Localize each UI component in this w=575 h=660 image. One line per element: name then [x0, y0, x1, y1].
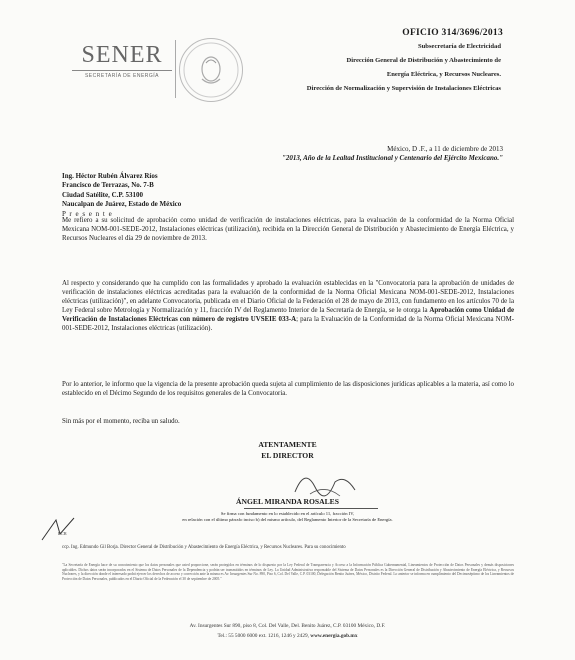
- initials-text: ECR: [58, 531, 67, 536]
- logo-divider: [72, 70, 172, 71]
- paragraph-3: Por lo anterior, le informo que la vigencia de la presente aprobación queda sujeta al cumplimiento de las disposiciones jurídicas aplicables a la materia, así como lo establecido en el Décimo Segundo de los requisitos generales de la Convocatoria.: [62, 381, 514, 398]
- header-line-3: Energía Eléctrica, y Recursos Nucleares.: [386, 71, 501, 78]
- header-line-1: Subsecretaría de Electricidad: [417, 43, 501, 50]
- oficio-number: OFICIO 314/3696/2013: [402, 28, 503, 38]
- recipient-street: Francisco de Terrazas, No. 7-B: [62, 181, 154, 190]
- privacy-footnote: "La Secretaría de Energía hace de su conocimiento que los datos personales que usted proporcione, serán protegidos en términos de lo dispuesto por la Ley Federal de Transparencia y Acceso a la Información Pública Gubernamental, Lineamientos de Protección de Datos Personales y demás disposiciones aplicables. Dichos datos serán incorporados en el Sistema de Datos Personales de la Dependencia y podrán ser transmitidos en términos de Ley. La Unidad Administrativa responsable del Sistema de Datos Personales es la Dirección General de Distribución y Abastecimiento de Energía Eléctrica, y Recursos Nucleares, y la dirección donde el interesado podrá ejercer los derechos de acceso y corrección ante la misma es Av. Insurgentes Sur No. 890, Piso 6, Col. Del Valle, C.P. 03100, Delegación Benito Juárez, México, Distrito Federal. Lo anterior se informa en cumplimiento del Decimoséptimo de los Lineamientos de Protección de Datos Personales, publicados en el Diario Oficial de la Federación el 30 de septiembre de 2005.": [62, 563, 514, 581]
- footer-address: Av. Insurgentes Sur 890, piso 8, Col. Del Valle, Del. Benito Juárez, C.P. 03100 México, D.F.: [189, 623, 386, 629]
- logo-name: SENER: [81, 42, 163, 68]
- presente: P r e s e n t e: [62, 209, 113, 218]
- ccp-line: ccp. Ing. Edmundo Gil Borja. Director General de Distribución y Abastecimiento de Energía Eléctrica, y Recursos Nucleares. Para su conocimiento: [62, 545, 346, 550]
- year-motto: "2013, Año de la Lealtad Institucional y Centenario del Ejército Mexicano.": [281, 154, 503, 162]
- closing-atentamente: ATENTAMENTE: [258, 440, 317, 449]
- signature-scribble-icon: [290, 462, 360, 502]
- logo-subtitle: SECRETARÍA DE ENERGÍA: [84, 73, 160, 79]
- national-seal-icon: [179, 38, 243, 102]
- footer-website[interactable]: www.energia.gob.mx: [310, 633, 358, 639]
- paragraph-1: Me refiero a su solicitud de aprobación como unidad de verificación de instalaciones eléctricas, para la evaluación de la conformidad de la Norma Oficial Mexicana NOM-001-SEDE-2012, Instalaciones eléctricas (utilización), recibida en la Dirección General de Distribución y Abastecimiento de Energía Eléctrica, y Recursos Nucleares el día 29 de noviembre de 2013.: [62, 217, 514, 243]
- signature-note-1: Se firma con fundamento en lo establecido en el artículo 11, fracción IV,: [220, 511, 355, 516]
- initials-mark-icon: [38, 514, 78, 544]
- date-block: [282, 145, 503, 163]
- signer-title: EL DIRECTOR: [261, 451, 314, 460]
- sener-logo: [66, 42, 178, 79]
- recipient-block: [62, 172, 181, 219]
- paragraph-2-start: Al respecto y considerando que ha cumplido con las formalidades y aprobado la evaluación establecidas en la "Convocatoria para la aprobación de unidades de verificación de instalaciones eléctricas acreditadas para la evaluación de la conformidad de la Norma Oficial Mexicana NOM-001-SEDE-2012, Instalaciones eléctricas (utilización)", en adelante Convocatoria, publicada en el Diario Oficial de la Federación el 28 de mayo de 2013, con fundamento en los artículos 70 de la Ley Federal sobre Metrología y Normalización y 11, fracción IV del Reglamento Interior de la Secretaría de Energía, se le otorga la: [62, 280, 514, 315]
- registration-highlight: Aprobación como Unidad de Verificación de Instalaciones Eléctricas con número de registro UVSEIE 033-A: [62, 307, 515, 324]
- header-line-4: Dirección de Normalización y Supervisión de Instalaciones Eléctricas: [306, 85, 501, 92]
- footer-contact: [0, 632, 575, 640]
- paragraph-2: [62, 279, 514, 334]
- paragraph-4: Sin más por el momento, reciba un saludo.: [62, 418, 180, 425]
- recipient-name: Ing. Héctor Rubén Álvarez Ríos: [62, 172, 158, 180]
- signature-note-2: en relación con el último párrafo inciso b) del mismo artículo, del Reglamento Interior de la Secretaría de Energía.: [182, 517, 393, 522]
- signature-line: [244, 508, 378, 509]
- paragraph-2-end: ; para la Evaluación de la Conformidad de la Norma Oficial Mexicana NOM-001-SEDE-2012, Instalaciones eléctricas (utilización).: [62, 316, 515, 333]
- logo-vertical-divider: [175, 40, 176, 98]
- recipient-city: Ciudad Satélite, C.P. 53100: [62, 190, 144, 199]
- signer-name: ÁNGEL MIRANDA ROSALES: [236, 497, 339, 506]
- place-date: México, D .F., a 11 de diciembre de 2013: [387, 145, 503, 153]
- header-line-2: Dirección General de Distribución y Abastecimiento de: [346, 57, 501, 64]
- recipient-state: Naucalpan de Juárez, Estado de México: [62, 200, 182, 209]
- footer-phone: Tel.: 55 5000 6000 ext. 1216, 1246 y 2429,: [217, 633, 311, 639]
